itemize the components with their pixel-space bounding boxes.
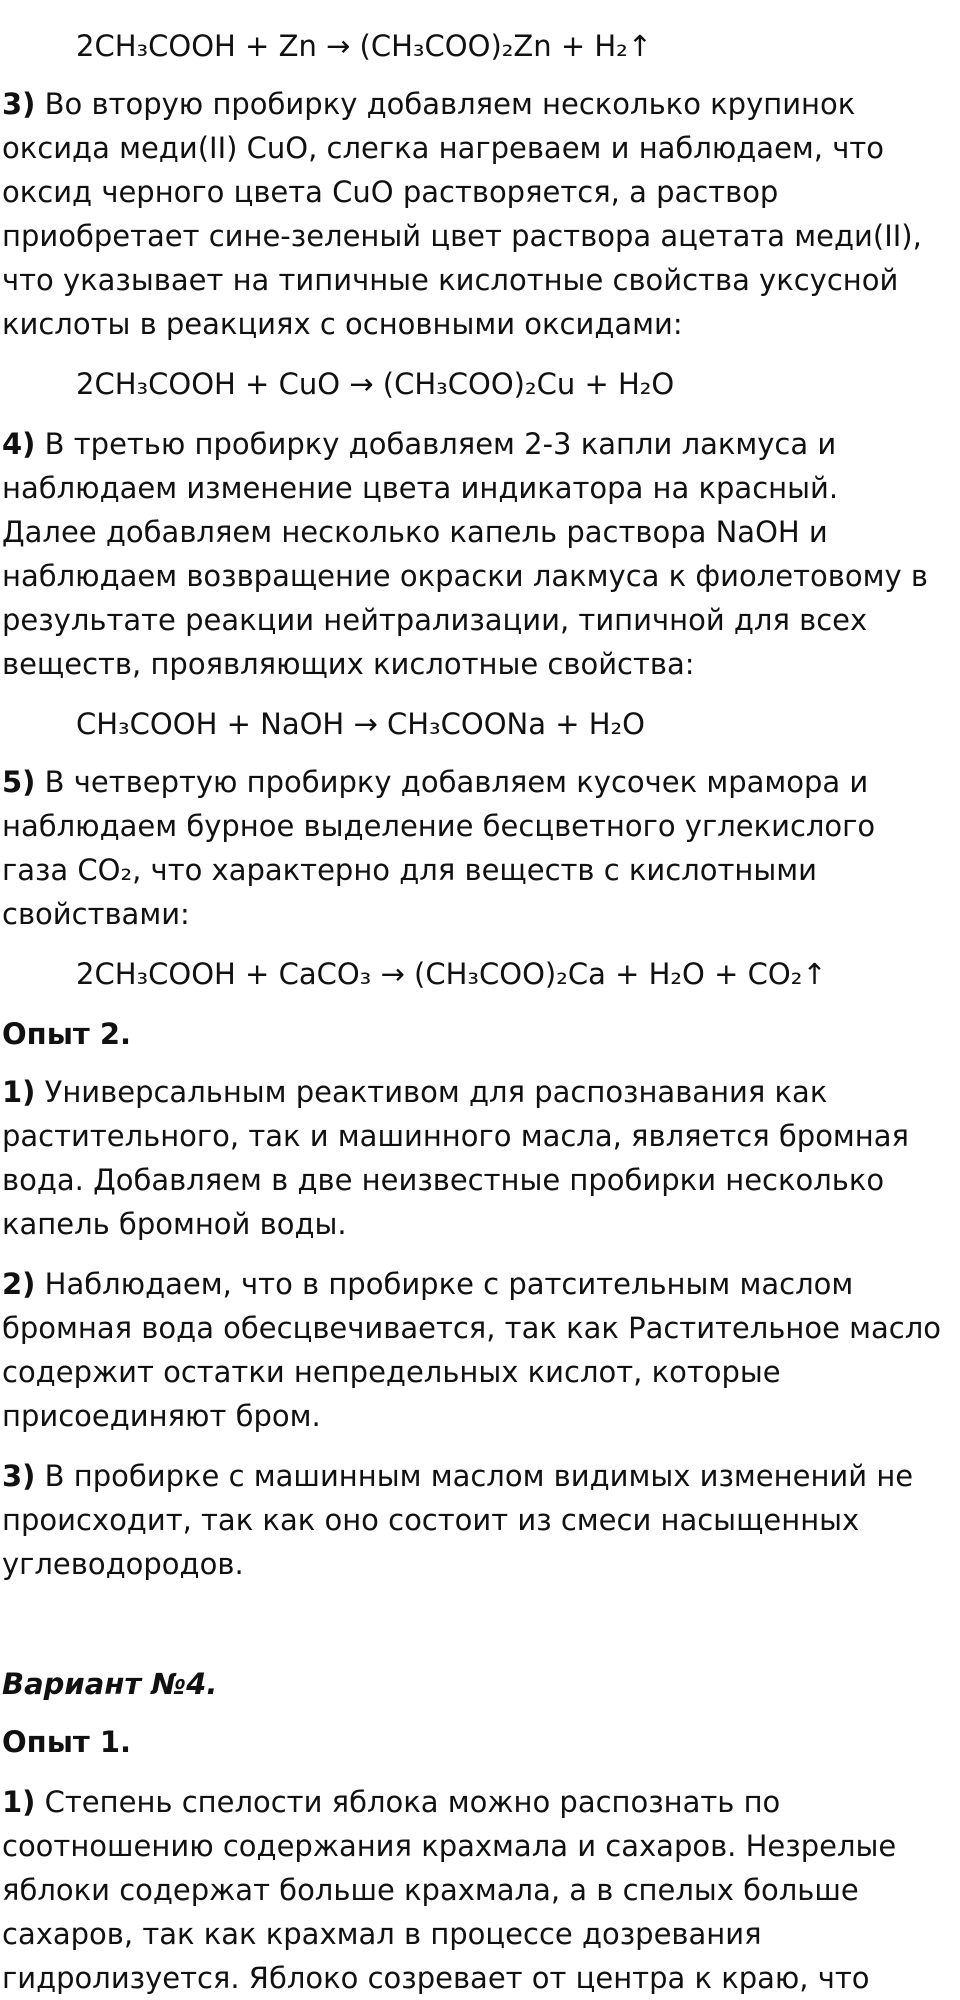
paragraph-line: что указывает на типичные кислотные свойства уксусной: [2, 263, 899, 297]
step-number: 1): [2, 1785, 36, 1819]
paragraph-line: Во вторую пробирку добавляем несколько крупинок: [35, 87, 856, 121]
paragraph-exp2-step-2: [2, 1262, 957, 1306]
paragraph-line: оксид черного цвета CuO растворяется, а раствор: [2, 175, 779, 209]
paragraph-v4-step-1: [2, 1780, 957, 1824]
heading-experiment-1: Опыт 1.: [2, 1725, 132, 1759]
equation-neutralization: CH₃COOH + NaOH → CH₃COONa + H₂O: [76, 707, 645, 741]
paragraph-step-5: [2, 760, 957, 804]
step-number: 3): [2, 87, 36, 121]
paragraph-line: веществ, проявляющих кислотные свойства:: [2, 647, 695, 681]
paragraph-line: наблюдаем возвращение окраски лакмуса к фиолетовому в: [2, 559, 928, 593]
step-number: 5): [2, 765, 36, 799]
paragraph-line: свойствами:: [2, 897, 190, 931]
paragraph-line: газа CO₂, что характерно для веществ с кислотными: [2, 853, 817, 887]
paragraph-line: Далее добавляем несколько капель раствора NaOH и: [2, 515, 828, 549]
paragraph-line: результате реакции нейтрализации, типичной для всех: [2, 603, 868, 637]
step-number: 3): [2, 1459, 36, 1493]
paragraph-line: происходит, так как оно состоит из смеси насыщенных: [2, 1503, 860, 1537]
heading-variant-4: Вариант №4.: [2, 1667, 218, 1701]
paragraph-line: содержит остатки непредельных кислот, которые: [2, 1355, 781, 1389]
step-number: 2): [2, 1267, 36, 1301]
paragraph-line: яблоки содержат больше крахмала, а в спелых больше: [2, 1873, 859, 1907]
heading-experiment-2: Опыт 2.: [2, 1017, 132, 1051]
paragraph-line: сахаров, так как крахмал в процессе дозревания: [2, 1917, 762, 1951]
equation-acetic-acid-copper-oxide: 2CH₃COOH + CuO → (CH₃COO)₂Cu + H₂O: [76, 367, 675, 401]
paragraph-line: кислоты в реакциях с основными оксидами:: [2, 307, 683, 341]
paragraph-line: присоединяют бром.: [2, 1399, 321, 1433]
paragraph-line: В четвертую пробирку добавляем кусочек мрамора и: [35, 765, 869, 799]
paragraph-line: растительного, так и машинного масла, является бромная: [2, 1119, 909, 1153]
paragraph-line: Универсальным реактивом для распознавания как: [35, 1075, 828, 1109]
paragraph-line: капель бромной воды.: [2, 1207, 347, 1241]
paragraph-step-3: [2, 82, 957, 126]
paragraph-line: наблюдаем изменение цвета индикатора на красный.: [2, 471, 839, 505]
equation-acetic-acid-zinc: 2CH₃COOH + Zn → (CH₃COO)₂Zn + H₂↑: [76, 29, 653, 63]
paragraph-line: соотношению содержания крахмала и сахаров. Незрелые: [2, 1829, 897, 1863]
paragraph-line: гидролизуется. Яблоко созревает от центра к краю, что: [2, 1961, 870, 1995]
paragraph-line: наблюдаем бурное выделение бесцветного углекислого: [2, 809, 876, 843]
step-number: 1): [2, 1075, 36, 1109]
paragraph-line: углеводородов.: [2, 1547, 244, 1581]
equation-acetic-acid-marble: 2CH₃COOH + CaCO₃ → (CH₃COO)₂Ca + H₂O + CO₂↑: [76, 957, 827, 991]
paragraph-exp2-step-1: [2, 1070, 957, 1114]
paragraph-line: бромная вода обесцвечивается, так как Растительное масло: [2, 1311, 942, 1345]
paragraph-line: В третью пробирку добавляем 2-3 капли лакмуса и: [35, 427, 837, 461]
paragraph-line: приобретает сине-зеленый цвет раствора ацетата меди(II),: [2, 219, 922, 253]
paragraph-line: оксида меди(II) CuO, слегка нагреваем и наблюдаем, что: [2, 131, 885, 165]
paragraph-line: В пробирке с машинным маслом видимых изменений не: [35, 1459, 914, 1493]
paragraph-line: Степень спелости яблока можно распознать по: [35, 1785, 781, 1819]
paragraph-line: вода. Добавляем в две неизвестные пробирки несколько: [2, 1163, 885, 1197]
paragraph-line: Наблюдаем, что в пробирке с ратсительным маслом: [35, 1267, 854, 1301]
step-number: 4): [2, 427, 36, 461]
paragraph-step-4: [2, 422, 957, 466]
paragraph-exp2-step-3: [2, 1454, 957, 1498]
